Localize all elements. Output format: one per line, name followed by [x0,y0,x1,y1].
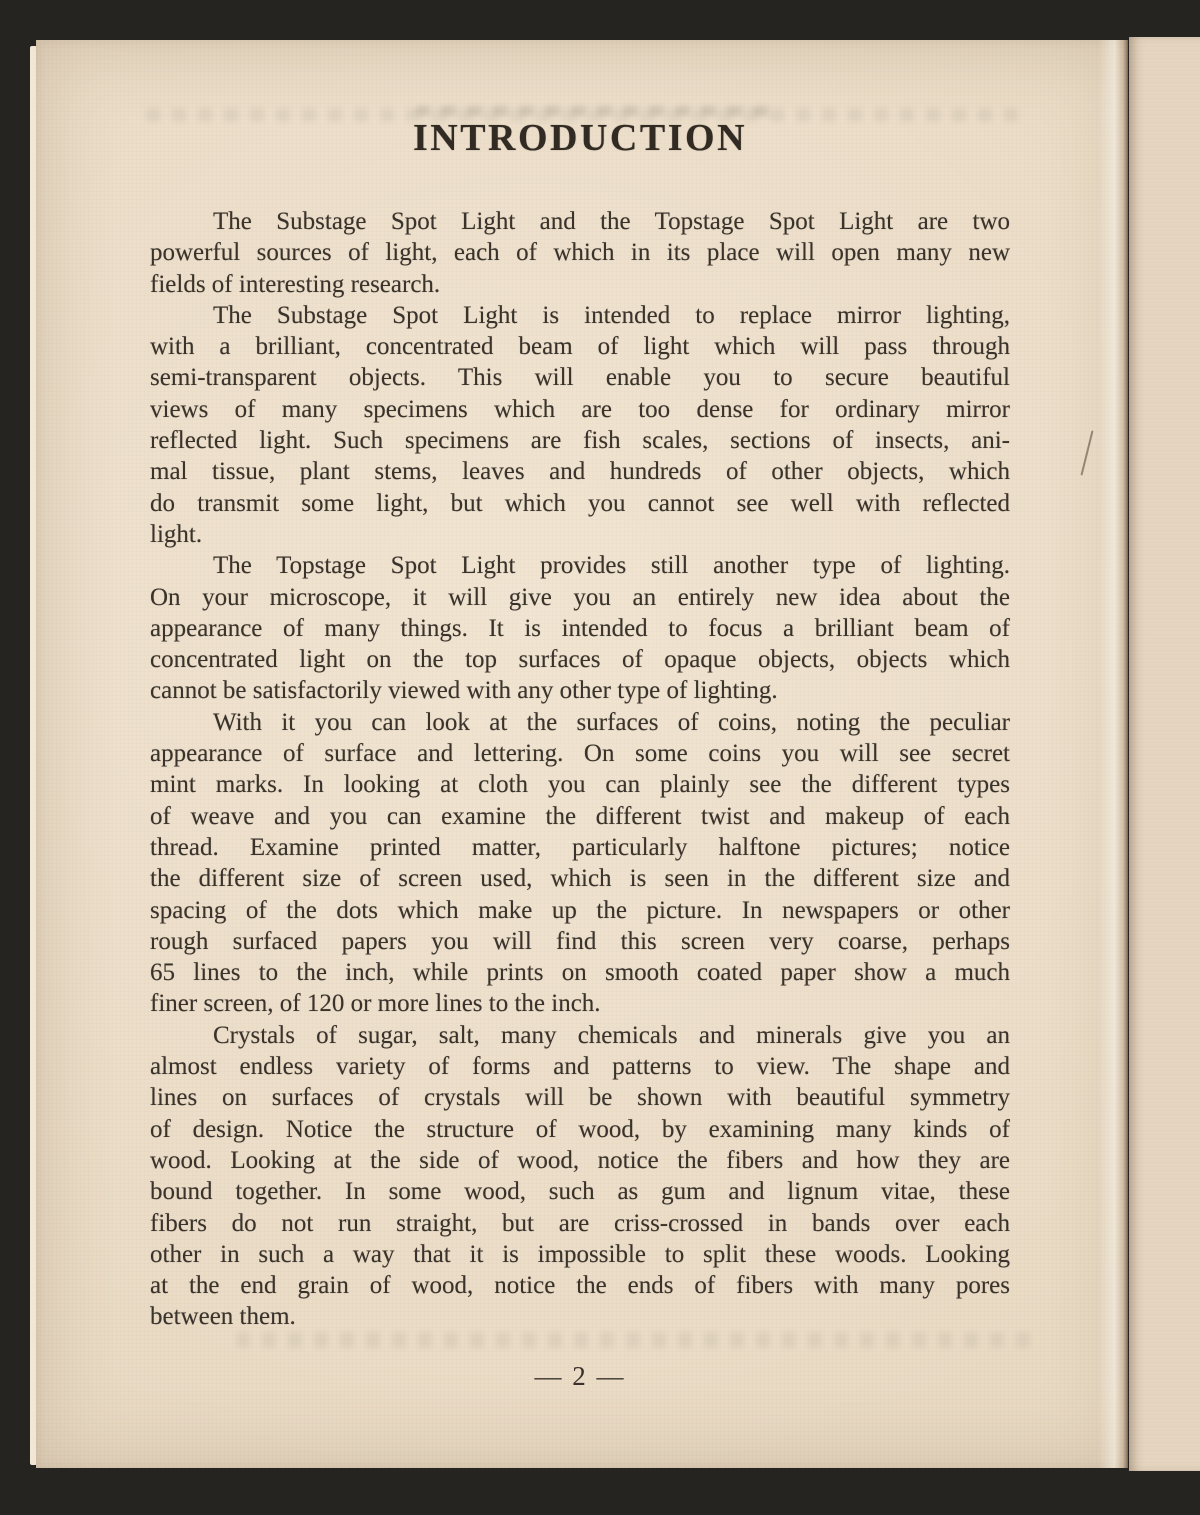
text-line: almost endless variety of forms and patterns to view. The shape and [150,1053,1010,1081]
paragraph [150,1020,1010,1333]
text-line: do transmit some light, but which you cannot see well with reflected [150,489,1010,517]
text-line: powerful sources of light, each of which in its place will open many new [150,239,1010,267]
text-line: wood. Looking at the side of wood, notice the fibers and how they are [150,1146,1010,1174]
text-line: Crystals of sugar, salt, many chemicals and minerals give you an [213,1021,1010,1049]
text-line: On your microscope, it will give you an entirely new idea about the [150,583,1010,611]
text-line: finer screen, of 120 or more lines to the inch. [150,990,601,1018]
text-line: light. [150,520,203,548]
text-line: lines on surfaces of crystals will be shown with beautiful symmetry [150,1084,1010,1112]
paragraph [150,300,1010,550]
paragraph [150,550,1010,706]
text-line: The Substage Spot Light is intended to replace mirror lighting, [213,301,1010,329]
text-line: thread. Examine printed matter, particularly halftone pictures; notice [150,833,1010,861]
text-line: fibers do not run straight, but are criss-crossed in bands over each [150,1209,1010,1237]
text-line: The Topstage Spot Light provides still another type of lighting. [213,552,1010,580]
next-page-edge [1129,37,1200,1471]
booklet-page [36,40,1128,1468]
page-title: INTRODUCTION [412,117,748,159]
text-line: between them. [150,1303,296,1331]
text-line: views of many specimens which are too dense for ordinary mirror [150,395,1010,423]
text-line: 65 lines to the inch, while prints on smooth coated paper show a much [150,959,1010,987]
text-line: at the end grain of wood, notice the ends of fibers with many pores [150,1272,1010,1300]
text-line: appearance of many things. It is intended to focus a brilliant beam of [150,614,1010,642]
text-line: spacing of the dots which make up the picture. In newspapers or other [150,896,1010,924]
text-line: bound together. In some wood, such as gum and lignum vitae, these [150,1178,1010,1206]
text-line: with a brilliant, concentrated beam of light which will pass through [150,333,1010,361]
text-line: other in such a way that it is impossible to split these woods. Looking [150,1240,1010,1268]
text-line: The Substage Spot Light and the Topstage Spot Light are two [213,208,1010,235]
text-line: the different size of screen used, which is seen in the different size and [150,865,1010,893]
page-number: — 2 — [534,1360,626,1391]
text-line: concentrated light on the top surfaces of opaque objects, objects which [150,646,1010,674]
text-line: cannot be satisfactorily viewed with any other type of lighting. [150,677,778,705]
body-text [150,206,1010,1333]
text-line: mal tissue, plant stems, leaves and hundreds of other objects, which [150,458,1010,486]
text-line: of design. Notice the structure of wood, by examining many kinds of [150,1115,1010,1143]
paragraph [150,206,1010,300]
text-line: semi-transparent objects. This will enable you to secure beautiful [150,364,1010,392]
text-line: of weave and you can examine the different twist and makeup of each [150,802,1010,830]
text-line: With it you can look at the surfaces of coins, noting the peculiar [213,708,1010,736]
text-line: mint marks. In looking at cloth you can plainly see the different types [150,771,1010,799]
text-line: rough surfaced papers you will find this screen very coarse, perhaps [150,927,1010,955]
page-content [150,40,1010,1392]
paragraph [150,707,1010,1020]
text-line: reflected light. Such specimens are fish scales, sections of insects, ani- [150,427,1010,455]
text-line: appearance of surface and lettering. On some coins you will see secret [150,740,1010,768]
text-line: fields of interesting research. [150,270,441,298]
